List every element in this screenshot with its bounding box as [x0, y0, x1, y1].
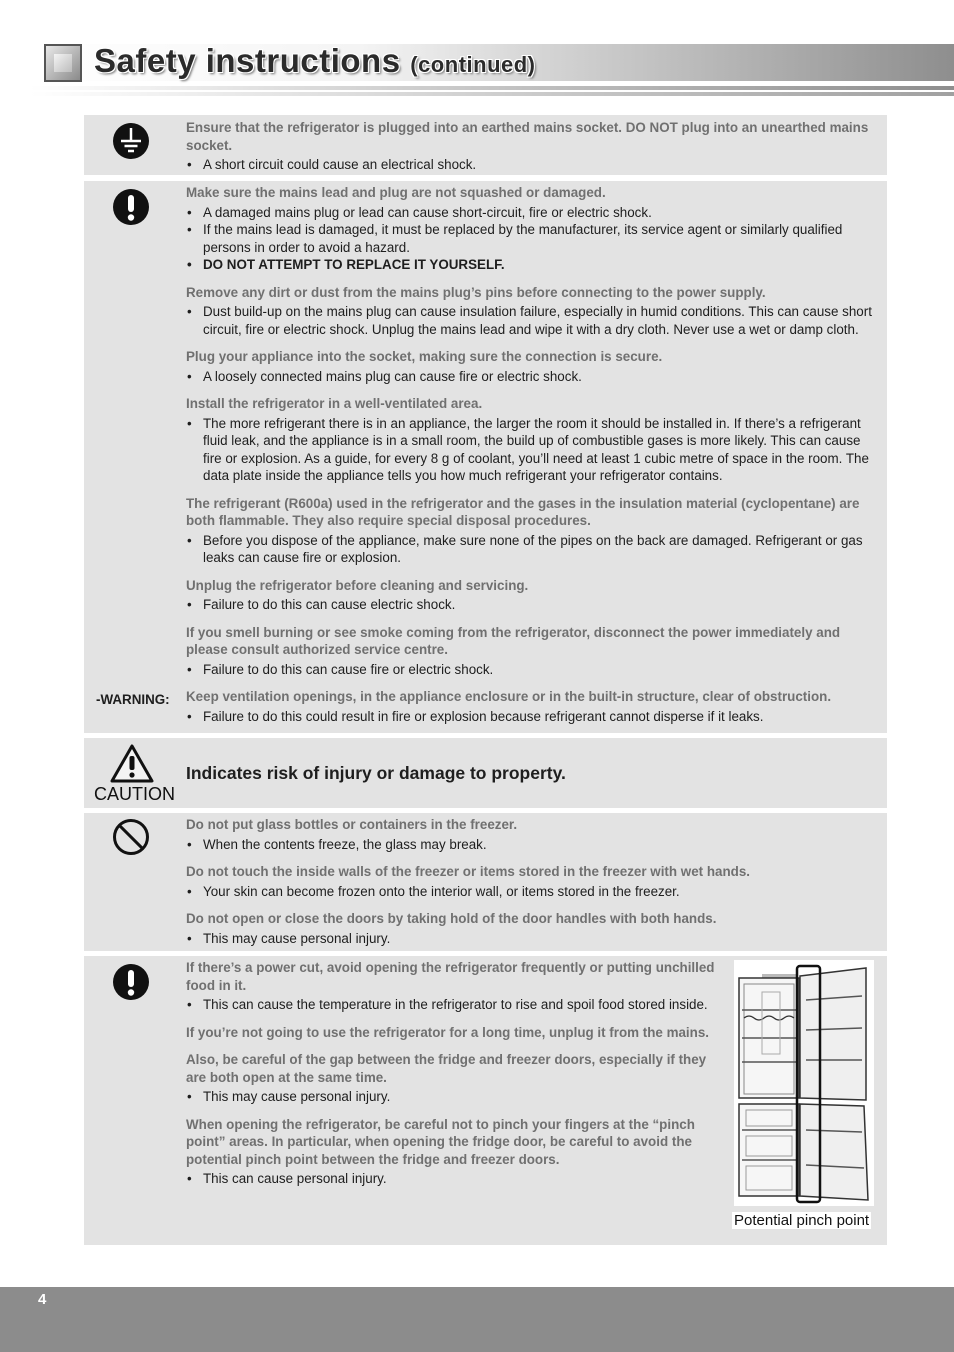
- power-bullet-1: • This can cause the temperature in the refrigerator to rise and spoil food stored inside.: [186, 996, 727, 1014]
- page-title: [94, 42, 536, 80]
- exclamation-icon-2: [112, 963, 150, 1001]
- mains-heading-4: Install the refrigerator in a well-ventilated area.: [186, 396, 483, 411]
- power-bullet-3: • This may cause personal injury.: [186, 1088, 727, 1106]
- mains-bullet-2a: • Dust build-up on the mains plug can cause insulation failure, especially in humid conditions. This can cause short circuit, fire or electric shock. Unplug the mains lead and wipe it with a dry cloth. Never use a wet or damp cloth.: [186, 303, 879, 338]
- panel-earthed-socket: [84, 115, 887, 175]
- mains-text: [186, 184, 879, 725]
- prohibit-bullet-2: • Your skin can become frozen onto the interior wall, or items stored in the freezer.: [186, 883, 879, 901]
- panel-prohibitions: [84, 813, 887, 951]
- header-divider: [30, 86, 954, 90]
- power-heading-1: If there’s a power cut, avoid opening the refrigerator frequently or putting unchilled food in it.: [186, 960, 715, 993]
- caution-triangle-icon: [109, 743, 155, 784]
- page-number: 4: [38, 1291, 47, 1308]
- mains-heading-2: Remove any dirt or dust from the mains plug’s pins before connecting to the power supply.: [186, 284, 766, 300]
- mains-bullet-8a: • Failure to do this could result in fire or explosion because refrigerant cannot disperse if it leaks.: [186, 708, 879, 726]
- mains-heading-6: Unplug the refrigerator before cleaning and servicing.: [186, 577, 529, 593]
- page-footer: [0, 1287, 954, 1352]
- warning-label: -WARNING:: [96, 692, 170, 707]
- panel-mains-warnings: [84, 181, 887, 733]
- panel-caution: [84, 738, 887, 808]
- mains-heading-1: Make sure the mains lead and plug are not squashed or damaged.: [186, 185, 606, 200]
- mains-heading-7: If you smell burning or see smoke coming from the refrigerator, disconnect the power immediately and please consult authorized service centre.: [186, 624, 841, 657]
- power-text: [186, 959, 727, 1188]
- caution-title: Indicates risk of injury or damage to property.: [186, 763, 566, 783]
- earth-text: [186, 119, 879, 174]
- prohibit-text: [186, 816, 879, 947]
- power-bullet-4: • This can cause personal injury.: [186, 1170, 727, 1188]
- earth-bullet: • A short circuit could cause an electrical shock.: [186, 156, 879, 174]
- mains-heading-5: The refrigerant (R600a) used in the refrigerator and the gases in the insulation material (cyclopentane) are both flammable. They also require special disposal procedures.: [186, 495, 860, 528]
- mains-bullet-5a: • Before you dispose of the appliance, make sure none of the pipes on the back are damaged. Refrigerant or gas leaks can cause fire or explosion.: [186, 532, 879, 567]
- mains-bullet-7a: • Failure to do this can cause fire or electric shock.: [186, 661, 879, 679]
- earth-ground-icon: [112, 122, 150, 160]
- mains-heading-8: Keep ventilation openings, in the appliance enclosure or in the built-in structure, clear of obstruction.: [186, 689, 832, 704]
- title-main: Safety instructions: [94, 42, 401, 79]
- fridge-pinch-point-illustration: [734, 960, 874, 1206]
- mains-heading-3: Plug your appliance into the socket, making sure the connection is secure.: [186, 349, 663, 364]
- header-divider-2: [30, 92, 954, 96]
- prohibit-heading-3: Do not open or close the doors by taking hold of the door handles with both hands.: [186, 911, 717, 926]
- mains-bullet-4a: • The more refrigerant there is in an appliance, the larger the room it should be installed in. If there’s a refrigerant fluid leak, and the appliance is in a small room, the build up of combustible gases is more likely. This can cause fire or explosion. As a guide, for every 8 g of coolant, you’ll need at least 1 cubic metre of space in the room. The data plate inside the appliance tells you how much refrigerant your refrigerator contains.: [186, 415, 879, 485]
- mains-bullet-1b: • If the mains lead is damaged, it must be replaced by the manufacturer, its service agent or similarly qualified persons in order to avoid a hazard.: [186, 221, 879, 256]
- mains-bullet-3a: • A loosely connected mains plug can cause fire or electric shock.: [186, 368, 879, 386]
- panel-power-pinch: [84, 956, 887, 1245]
- mains-bullet-1a: • A damaged mains plug or lead can cause short-circuit, fire or electric shock.: [186, 204, 879, 222]
- prohibit-bullet-1: • When the contents freeze, the glass may break.: [186, 836, 879, 854]
- power-heading-3: Also, be careful of the gap between the fridge and freezer doors, especially if they are both open at the same time.: [186, 1052, 707, 1085]
- header-square-icon: [44, 44, 82, 82]
- mains-bullet-6a: • Failure to do this can cause electric shock.: [186, 596, 879, 614]
- prohibit-bullet-3: • This may cause personal injury.: [186, 930, 879, 948]
- power-heading-2: If you’re not going to use the refrigerator for a long time, unplug it from the mains.: [186, 1024, 709, 1040]
- title-subtitle: (continued): [410, 52, 536, 77]
- exclamation-icon: [112, 188, 150, 226]
- caution-label: CAUTION: [94, 784, 175, 804]
- mains-bullet-1c: • DO NOT ATTEMPT TO REPLACE IT YOURSELF.: [186, 256, 879, 274]
- prohibited-icon: [112, 818, 150, 856]
- prohibit-heading-2: Do not touch the inside walls of the freezer or items stored in the freezer with wet hands.: [186, 864, 750, 879]
- pinch-point-caption: Potential pinch point: [734, 1212, 870, 1229]
- page-header: [0, 0, 954, 100]
- prohibit-heading-1: Do not put glass bottles or containers in the freezer.: [186, 817, 518, 832]
- power-heading-4: When opening the refrigerator, be careful not to pinch your fingers at the “pinch point” areas. In particular, when opening the fridge door, be careful to avoid the potential pinch point between the fridge and freezer doors.: [186, 1116, 695, 1167]
- earth-heading: Ensure that the refrigerator is plugged into an earthed mains socket. DO NOT plug into an unearthed mains socket.: [186, 120, 869, 153]
